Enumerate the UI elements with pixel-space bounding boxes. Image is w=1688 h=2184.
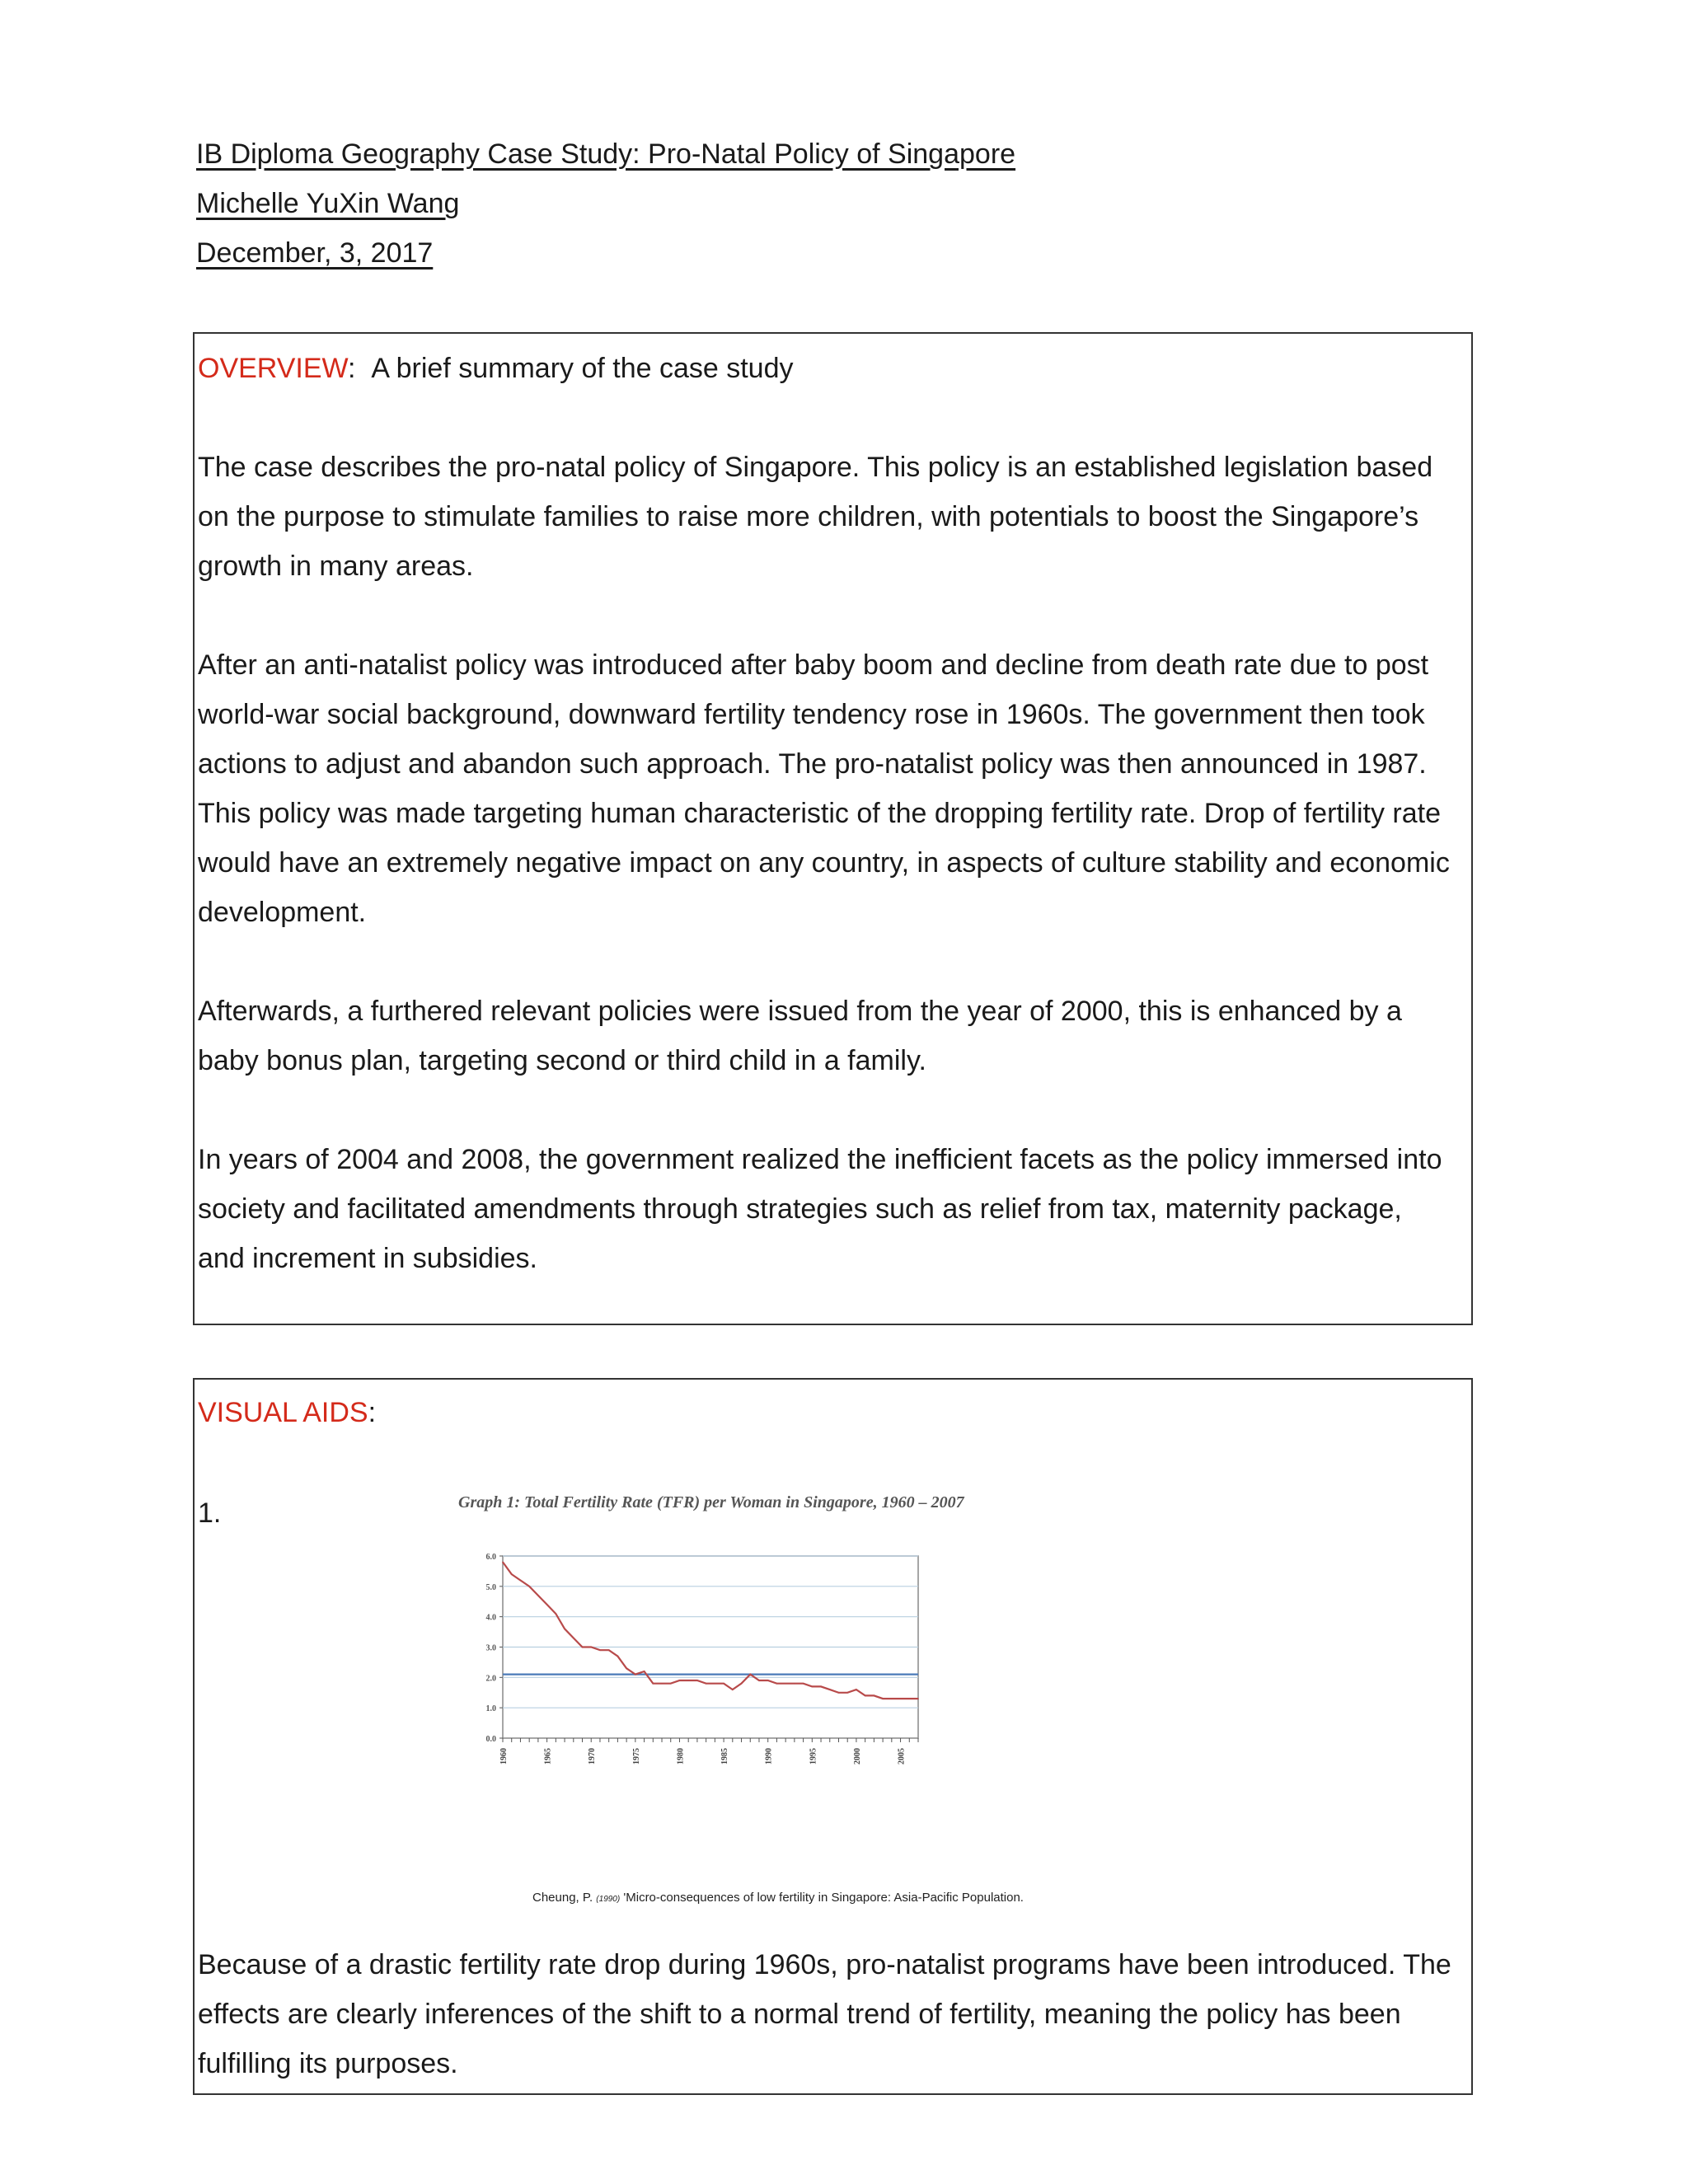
tfr-point — [749, 1674, 751, 1675]
overview-heading-line — [198, 344, 1455, 393]
overview-heading: OVERVIEW — [198, 353, 349, 384]
chart-title: Graph 1: Total Fertility Rate (TFR) per Woman in Singapore, 1960 – 2007 — [458, 1493, 964, 1511]
overview-paragraph-1: The case describes the pro-natal policy of Singapore. This policy is an established legislation based on the purpose to stimulate families to raise more children, with potentials to boost the Singapore’s growth in many areas. — [198, 452, 1433, 582]
y-tick-label: 6.0 — [485, 1553, 496, 1562]
tfr-point — [626, 1667, 627, 1669]
tfr-point — [556, 1613, 557, 1615]
y-tick-label: 0.0 — [485, 1735, 496, 1744]
tfr-point — [715, 1683, 716, 1685]
overview-paragraph-3: Afterwards, a furthered relevant policies were issued from the year of 2000, this is enhanced by a baby bonus plan, targeting second or third child in a family. — [198, 996, 1402, 1076]
tfr-point — [502, 1562, 504, 1563]
x-tick-label: 2005 — [897, 1748, 907, 1765]
tfr-point — [856, 1689, 857, 1690]
tfr-point — [590, 1647, 592, 1648]
chart-caption — [532, 1891, 1024, 1905]
caption-author: Cheung, P. — [532, 1891, 593, 1905]
tfr-point — [564, 1629, 565, 1630]
y-tick-label: 3.0 — [485, 1643, 496, 1653]
tfr-point — [582, 1647, 584, 1648]
overview-subtitle: A brief summary of the case study — [371, 353, 794, 384]
visual-aids-conclusion: Because of a drastic fertility rate drop during 1960s, pro-natalist programs have been introduced. The effects are clearly inferences of the shift to a normal trend of fertility, meaning the policy has been fulfilling its purposes. — [198, 1949, 1451, 2079]
author-name: Michelle YuXin Wang — [196, 188, 460, 219]
y-tick-label: 4.0 — [485, 1613, 496, 1623]
tfr-point — [608, 1649, 610, 1651]
tfr-point — [908, 1698, 910, 1699]
tfr-point — [644, 1671, 645, 1672]
visual-aids-box — [193, 1378, 1473, 2095]
tfr-point — [520, 1580, 522, 1582]
tfr-point — [838, 1692, 840, 1694]
visual-aids-heading-line — [198, 1388, 1455, 1437]
overview-paragraph-4: In years of 2004 and 2008, the government realized the inefficient facets as the policy immersed into society and facilitated amendments through strategies such as relief from tax, maternity package, and increment in subsidies. — [198, 1144, 1442, 1274]
y-tick-label: 5.0 — [485, 1582, 496, 1592]
tfr-point — [696, 1680, 698, 1681]
tfr-point — [865, 1695, 866, 1697]
document-date: December, 3, 2017 — [196, 237, 434, 269]
x-tick-label: 1960 — [499, 1748, 509, 1765]
tfr-point — [900, 1698, 902, 1699]
tfr-point — [794, 1683, 795, 1685]
tfr-point — [891, 1698, 893, 1699]
x-tick-label: 1990 — [764, 1748, 774, 1765]
caption-year: (1990) — [596, 1895, 621, 1904]
tfr-point — [687, 1680, 689, 1681]
y-tick-label: 1.0 — [485, 1704, 496, 1714]
tfr-point — [599, 1649, 601, 1651]
tfr-point — [617, 1656, 619, 1657]
tfr-point — [732, 1689, 734, 1690]
tfr-point — [723, 1683, 724, 1685]
x-tick-label: 1975 — [631, 1748, 641, 1765]
tfr-point — [679, 1680, 681, 1681]
visual-aids-heading: VISUAL AIDS — [198, 1397, 368, 1428]
tfr-point — [706, 1683, 707, 1685]
tfr-point — [785, 1683, 786, 1685]
x-tick-label: 2000 — [852, 1748, 862, 1765]
overview-paragraph-2: After an anti-natalist policy was introduced after baby boom and decline from death rate due to post world-war social background, downward fertility tendency rose in 1960s. The government then took actions to adjust and abandon such approach. The pro-natalist policy was then announced in 1987. This policy was made targeting human characteristic of the dropping fertility rate. Drop of fertility rate would have an extremely negative impact on any country, in aspects of culture stability and economic development. — [198, 649, 1450, 928]
tfr-point — [635, 1674, 636, 1675]
overview-colon: : — [348, 353, 356, 384]
tfr-point — [741, 1683, 743, 1685]
y-tick-label: 2.0 — [485, 1674, 496, 1684]
tfr-point — [874, 1695, 875, 1697]
caption-source: 'Micro-consequences of low fertility in Singapore: Asia-Pacific Population. — [623, 1891, 1024, 1905]
tfr-point — [528, 1586, 530, 1587]
tfr-point — [652, 1683, 654, 1685]
tfr-point — [820, 1686, 822, 1688]
tfr-point — [846, 1692, 848, 1694]
tfr-point — [803, 1683, 804, 1685]
tfr-point — [917, 1698, 919, 1699]
tfr-point — [537, 1595, 539, 1596]
x-tick-label: 1995 — [809, 1748, 818, 1765]
tfr-point — [776, 1683, 778, 1685]
x-tick-label: 1985 — [720, 1748, 730, 1765]
tfr-point — [670, 1683, 672, 1685]
x-tick-label: 1965 — [543, 1748, 553, 1765]
fertility-chart — [458, 1544, 1052, 1866]
tfr-point — [511, 1573, 513, 1575]
tfr-point — [573, 1638, 574, 1639]
tfr-point — [758, 1680, 760, 1681]
tfr-point — [812, 1686, 814, 1688]
tfr-point — [767, 1680, 769, 1681]
x-tick-label: 1980 — [676, 1748, 686, 1765]
tfr-point — [661, 1683, 663, 1685]
visual-aids-colon: : — [368, 1397, 377, 1428]
overview-box — [193, 332, 1473, 1325]
tfr-point — [546, 1604, 548, 1605]
item-number: 1. — [198, 1497, 222, 1529]
tfr-point — [882, 1698, 884, 1699]
document-title: IB Diploma Geography Case Study: Pro-Natal Policy of Singapore — [196, 138, 1016, 170]
x-tick-label: 1970 — [588, 1748, 598, 1765]
tfr-point — [829, 1689, 831, 1690]
